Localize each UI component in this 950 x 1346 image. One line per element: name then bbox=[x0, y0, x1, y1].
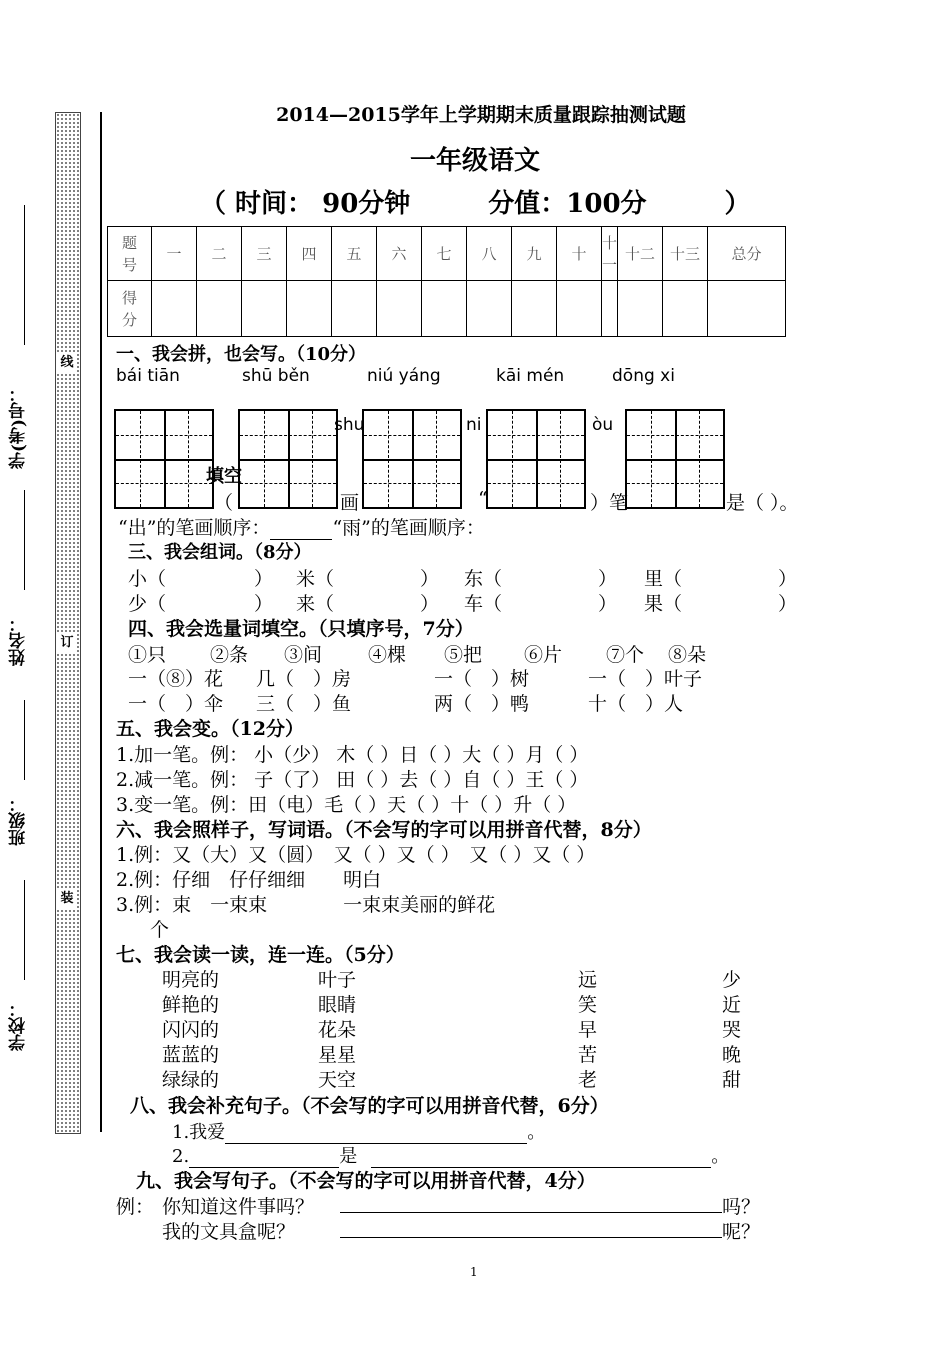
measure-word-item: 两（ ）鸭 bbox=[434, 693, 530, 715]
score-header: 十 bbox=[557, 227, 602, 281]
pinyin-1: bái tiān bbox=[116, 366, 180, 386]
match-item-col1[interactable]: 闪闪的 bbox=[162, 1019, 220, 1041]
score-header: 五 bbox=[332, 227, 377, 281]
strip-mark-zhuang: 装 bbox=[57, 888, 77, 910]
score-header: 八 bbox=[467, 227, 512, 281]
match-item-col4[interactable]: 甜 bbox=[722, 1069, 742, 1091]
score-cell[interactable] bbox=[242, 281, 287, 337]
word-paren-close: ） bbox=[778, 568, 798, 590]
section2-text: 画 bbox=[340, 492, 360, 514]
match-item-col1[interactable]: 蓝蓝的 bbox=[162, 1044, 220, 1066]
margin-label-school: 学校： bbox=[9, 1000, 29, 1051]
match-item-col1[interactable]: 明亮的 bbox=[162, 969, 220, 991]
word-paren-close: ） bbox=[778, 593, 798, 615]
pinyin-4: kāi mén bbox=[496, 366, 565, 386]
word-paren-close: ） bbox=[598, 568, 618, 590]
measure-word-item: 几（ ）房 bbox=[256, 668, 352, 690]
score-cell[interactable] bbox=[618, 281, 663, 337]
measure-word-option: ①只 bbox=[128, 644, 167, 666]
section6-line-2: 2.例：仔细 仔仔细细 明白 bbox=[116, 869, 382, 891]
tianzige-box[interactable] bbox=[362, 409, 462, 509]
time-score-line: （ 时间： 90分钟 分值：100分 ） bbox=[200, 189, 751, 219]
row-label: 得 分 bbox=[108, 281, 152, 337]
section9-line-2: 我的文具盒呢？ bbox=[162, 1221, 296, 1243]
match-item-col4[interactable]: 哭 bbox=[722, 1019, 742, 1041]
section9-example-label: 例： bbox=[116, 1196, 155, 1218]
score-header: 三 bbox=[242, 227, 287, 281]
pinyin-row2-3: òu bbox=[592, 415, 614, 435]
binding-line bbox=[100, 112, 102, 1132]
measure-word-option: ⑤把 bbox=[444, 644, 483, 666]
measure-word-item: 一（ ）叶子 bbox=[588, 668, 703, 690]
pinyin-2: shū běn bbox=[242, 366, 310, 386]
match-item-col2[interactable]: 天空 bbox=[318, 1069, 357, 1091]
word-prompt: 米（ bbox=[296, 568, 335, 590]
section6-extra: 个 bbox=[150, 919, 170, 941]
tianzige-box[interactable] bbox=[114, 409, 214, 509]
pinyin-3: niú yáng bbox=[367, 366, 441, 386]
score-header: 一 bbox=[152, 227, 197, 281]
measure-word-option: ⑧朵 bbox=[668, 644, 707, 666]
exam-subtitle: 一年级语文 bbox=[409, 146, 540, 176]
section2-heading-partial: 填空 bbox=[206, 466, 242, 487]
score-cell[interactable] bbox=[557, 281, 602, 337]
score-header: 六 bbox=[377, 227, 422, 281]
section2-text: “ bbox=[478, 488, 488, 510]
margin-label-class: 班级： bbox=[9, 795, 29, 846]
section9-line-1: 你知道这件事吗？ bbox=[162, 1196, 315, 1218]
match-item-col2[interactable]: 星星 bbox=[318, 1044, 357, 1066]
page-number: 1 bbox=[470, 1265, 478, 1279]
section5-line-3: 3.变一笔。例：田（电）毛（ ）天（ ）十（ ）升（ ） bbox=[116, 794, 577, 816]
section9-heading: 九、我会写句子。（不会写的字可以用拼音代替，4分） bbox=[136, 1170, 596, 1192]
score-cell[interactable] bbox=[512, 281, 557, 337]
exam-title: 2014—2015学年上学期期末质量跟踪抽测试题 bbox=[276, 104, 686, 126]
section2-text: ）笔 bbox=[590, 492, 629, 514]
pinyin-row2-1: shu bbox=[334, 415, 365, 435]
score-cell[interactable] bbox=[467, 281, 512, 337]
measure-word-option: ③间 bbox=[284, 644, 323, 666]
score-header: 二 bbox=[197, 227, 242, 281]
word-prompt: 车（ bbox=[464, 593, 503, 615]
score-cell[interactable] bbox=[152, 281, 197, 337]
tianzige-box[interactable] bbox=[486, 409, 586, 509]
margin-rule bbox=[24, 490, 25, 590]
section9-line-1-end: 吗？ bbox=[722, 1196, 761, 1218]
strip-mark-xian: 线 bbox=[57, 352, 77, 374]
word-paren-close: ） bbox=[254, 593, 274, 615]
section2-text: 是（ ）。 bbox=[726, 492, 799, 514]
measure-word-item: 一（⑧）花 bbox=[128, 668, 224, 690]
word-prompt: 少（ bbox=[128, 593, 167, 615]
match-item-col4[interactable]: 少 bbox=[722, 969, 742, 991]
section1-heading: 一、我会拼，也会写。（10分） bbox=[116, 344, 367, 365]
measure-word-item: 一（ ）伞 bbox=[128, 693, 224, 715]
match-item-col1[interactable]: 鲜艳的 bbox=[162, 994, 220, 1016]
word-paren-close: ） bbox=[420, 568, 440, 590]
section5-heading: 五、我会变。（12分） bbox=[116, 718, 304, 740]
word-prompt: 小（ bbox=[128, 568, 167, 590]
section8-line-2: 2. 是 。 bbox=[172, 1146, 730, 1167]
measure-word-option: ⑥片 bbox=[524, 644, 563, 666]
score-cell[interactable] bbox=[663, 281, 708, 337]
match-item-col4[interactable]: 晚 bbox=[722, 1044, 742, 1066]
section2-text: （ bbox=[214, 492, 234, 514]
row-label: 题 号 bbox=[108, 227, 152, 281]
match-item-col1[interactable]: 绿绿的 bbox=[162, 1069, 220, 1091]
measure-word-option: ④棵 bbox=[368, 644, 407, 666]
section8-heading: 八、我会补充句子。（不会写的字可以用拼音代替，6分） bbox=[130, 1095, 609, 1117]
measure-word-item: 十（ ）人 bbox=[588, 693, 684, 715]
score-cell[interactable] bbox=[602, 281, 618, 337]
score-cell[interactable] bbox=[332, 281, 377, 337]
score-header: 总分 bbox=[708, 227, 786, 281]
measure-word-option: ⑦个 bbox=[606, 644, 645, 666]
section8-line-1: 1.我爱 。 bbox=[172, 1122, 546, 1143]
score-cell[interactable] bbox=[422, 281, 467, 337]
binding-dot-strip bbox=[55, 112, 81, 1134]
section6-heading: 六、我会照样子，写词语。（不会写的字可以用拼音代替，8分） bbox=[116, 819, 652, 841]
word-prompt: 东（ bbox=[464, 568, 503, 590]
pinyin-5: dōng xi bbox=[612, 366, 675, 386]
stroke-order-chu: “出”的笔画顺序： “雨”的笔画顺序： bbox=[118, 517, 485, 539]
score-header: 十三 bbox=[663, 227, 708, 281]
score-header: 七 bbox=[422, 227, 467, 281]
score-cell[interactable] bbox=[197, 281, 242, 337]
margin-label-student-id: 学(考)号： bbox=[9, 385, 29, 470]
pinyin-row2-2: ni bbox=[466, 415, 482, 435]
match-item-col3[interactable]: 笑 bbox=[578, 994, 598, 1016]
match-item-col2[interactable]: 花朵 bbox=[318, 1019, 357, 1041]
match-item-col4[interactable]: 近 bbox=[722, 994, 742, 1016]
section7-heading: 七、我会读一读，连一连。（5分） bbox=[116, 944, 405, 966]
score-header: 十一 bbox=[602, 227, 618, 281]
margin-rule bbox=[24, 880, 25, 980]
score-header: 十二 bbox=[618, 227, 663, 281]
word-paren-close: ） bbox=[420, 593, 440, 615]
section3-heading: 三、我会组词。（8分） bbox=[128, 542, 312, 563]
match-item-col3[interactable]: 远 bbox=[578, 969, 598, 991]
match-item-col2[interactable]: 眼睛 bbox=[318, 994, 357, 1016]
match-item-col3[interactable]: 早 bbox=[578, 1019, 598, 1041]
section9-line-2-end: 呢？ bbox=[722, 1221, 761, 1243]
answer-blank[interactable] bbox=[340, 1237, 722, 1238]
strip-mark-ding: 订 bbox=[57, 632, 77, 654]
section6-line-3: 3.例：束 一束束 一束束美丽的鲜花 bbox=[116, 894, 496, 916]
score-cell[interactable] bbox=[287, 281, 332, 337]
word-prompt: 果（ bbox=[644, 593, 683, 615]
score-header: 四 bbox=[287, 227, 332, 281]
match-item-col3[interactable]: 老 bbox=[578, 1069, 598, 1091]
answer-blank[interactable] bbox=[340, 1212, 722, 1213]
score-header: 九 bbox=[512, 227, 557, 281]
margin-label-name: 姓名： bbox=[9, 615, 29, 666]
tianzige-box[interactable] bbox=[238, 409, 338, 509]
measure-word-item: 一（ ）树 bbox=[434, 668, 530, 690]
word-paren-close: ） bbox=[254, 568, 274, 590]
section5-line-2: 2.减一笔。例： 子（了） 田（ ）去（ ）自（ ）王（ ） bbox=[116, 769, 589, 791]
section6-line-1: 1.例：又（大）又（圆） 又（ ）又（ ） 又（ ）又（ ） bbox=[116, 844, 596, 866]
score-cell[interactable] bbox=[377, 281, 422, 337]
measure-word-option: ②条 bbox=[210, 644, 249, 666]
margin-rule bbox=[24, 205, 25, 345]
match-item-col3[interactable]: 苦 bbox=[578, 1044, 598, 1066]
measure-word-item: 三（ ）鱼 bbox=[256, 693, 352, 715]
margin-rule bbox=[24, 700, 25, 780]
section4-heading: 四、我会选量词填空。（只填序号，7分） bbox=[128, 618, 474, 640]
word-paren-close: ） bbox=[598, 593, 618, 615]
word-prompt: 里（ bbox=[644, 568, 683, 590]
score-cell[interactable] bbox=[708, 281, 786, 337]
word-prompt: 来（ bbox=[296, 593, 335, 615]
tianzige-box[interactable] bbox=[625, 409, 725, 509]
match-item-col2[interactable]: 叶子 bbox=[318, 969, 357, 991]
score-table bbox=[107, 226, 786, 337]
section5-line-1: 1.加一笔。例： 小（少） 木（ ）日（ ）大（ ）月（ ） bbox=[116, 744, 589, 766]
